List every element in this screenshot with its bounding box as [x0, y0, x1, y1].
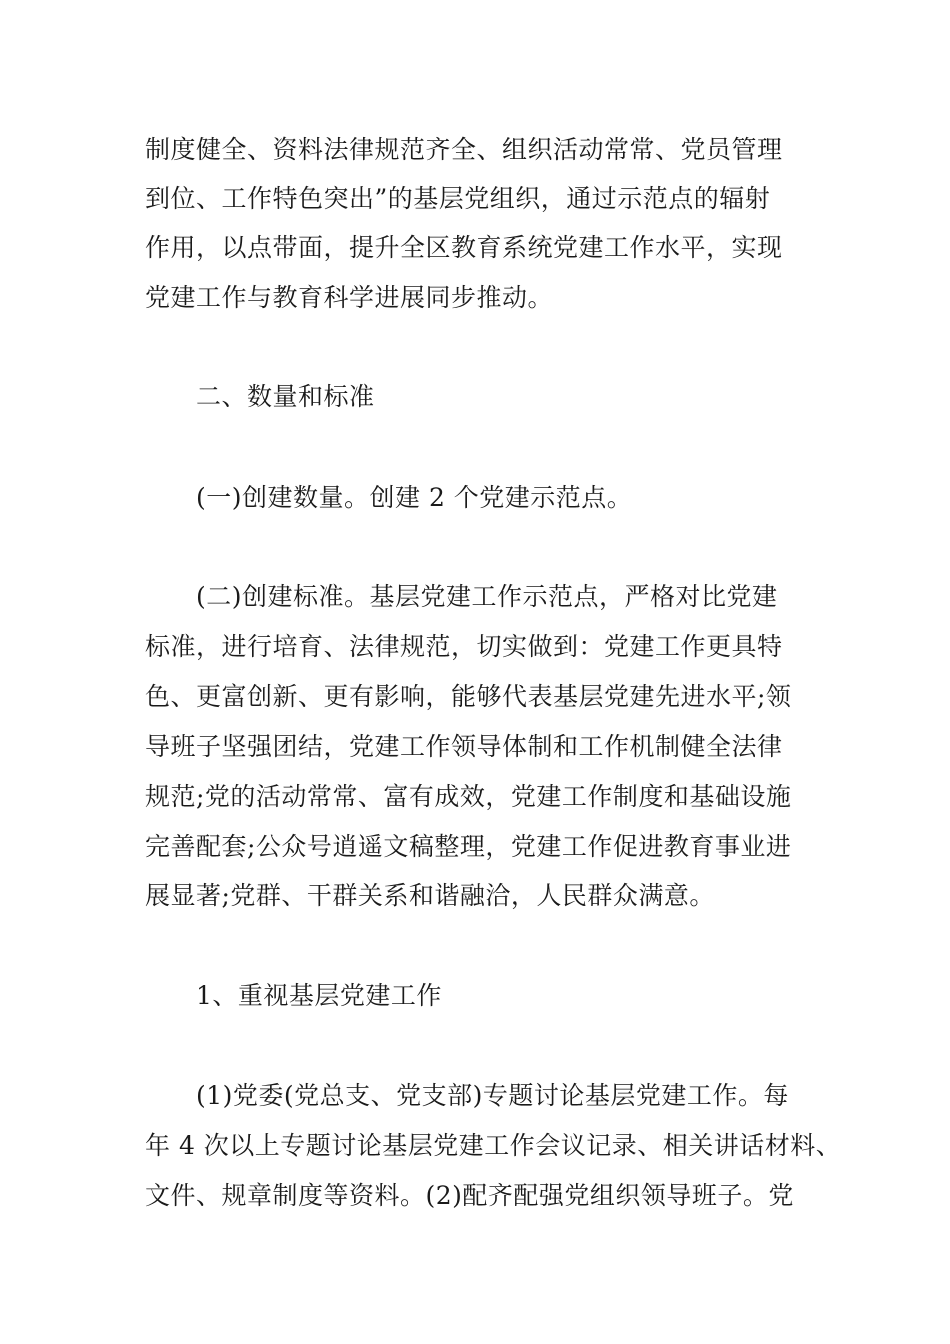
item-detail-line: 年 4 次以上专题讨论基层党建工作会议记录、相关讲话材料、: [145, 1131, 842, 1160]
paragraph-intro-line: 党建工作与教育科学进展同步推动。: [145, 283, 554, 312]
item-quantity: (一)创建数量。创建 2 个党建示范点。: [196, 483, 633, 512]
item-detail-line: (1)党委(党总支、党支部)专题讨论基层党建工作。每: [196, 1081, 789, 1110]
section-heading: 二、数量和标准: [196, 382, 375, 411]
item-detail-line: 文件、规章制度等资料。(2)配齐配强党组织领导班子。党: [145, 1181, 794, 1210]
paragraph-intro-line: 到位、工作特色突出”的基层党组织，通过示范点的辐射: [145, 184, 771, 213]
item-standard-line: 展显著;党群、干群关系和谐融洽，人民群众满意。: [145, 881, 715, 910]
item-standard-line: 标准，进行培育、法律规范，切实做到：党建工作更具特: [145, 632, 783, 661]
item-standard-line: 导班子坚强团结，党建工作领导体制和工作机制健全法律: [145, 732, 783, 761]
paragraph-intro-line: 制度健全、资料法律规范齐全、组织活动常常、党员管理: [145, 135, 783, 164]
paragraph-intro-line: 作用，以点带面，提升全区教育系统党建工作水平，实现: [145, 233, 783, 262]
item-standard-line: 规范;党的活动常常、富有成效，党建工作制度和基础设施: [145, 782, 792, 811]
item-standard-line: 完善配套;公众号逍遥文稿整理，党建工作促进教育事业进: [145, 832, 792, 861]
item-standard-line: (二)创建标准。基层党建工作示范点，严格对比党建: [196, 582, 778, 611]
item-standard-line: 色、更富创新、更有影响，能够代表基层党建先进水平;领: [145, 682, 792, 711]
subheading: 1、重视基层党建工作: [196, 981, 442, 1010]
